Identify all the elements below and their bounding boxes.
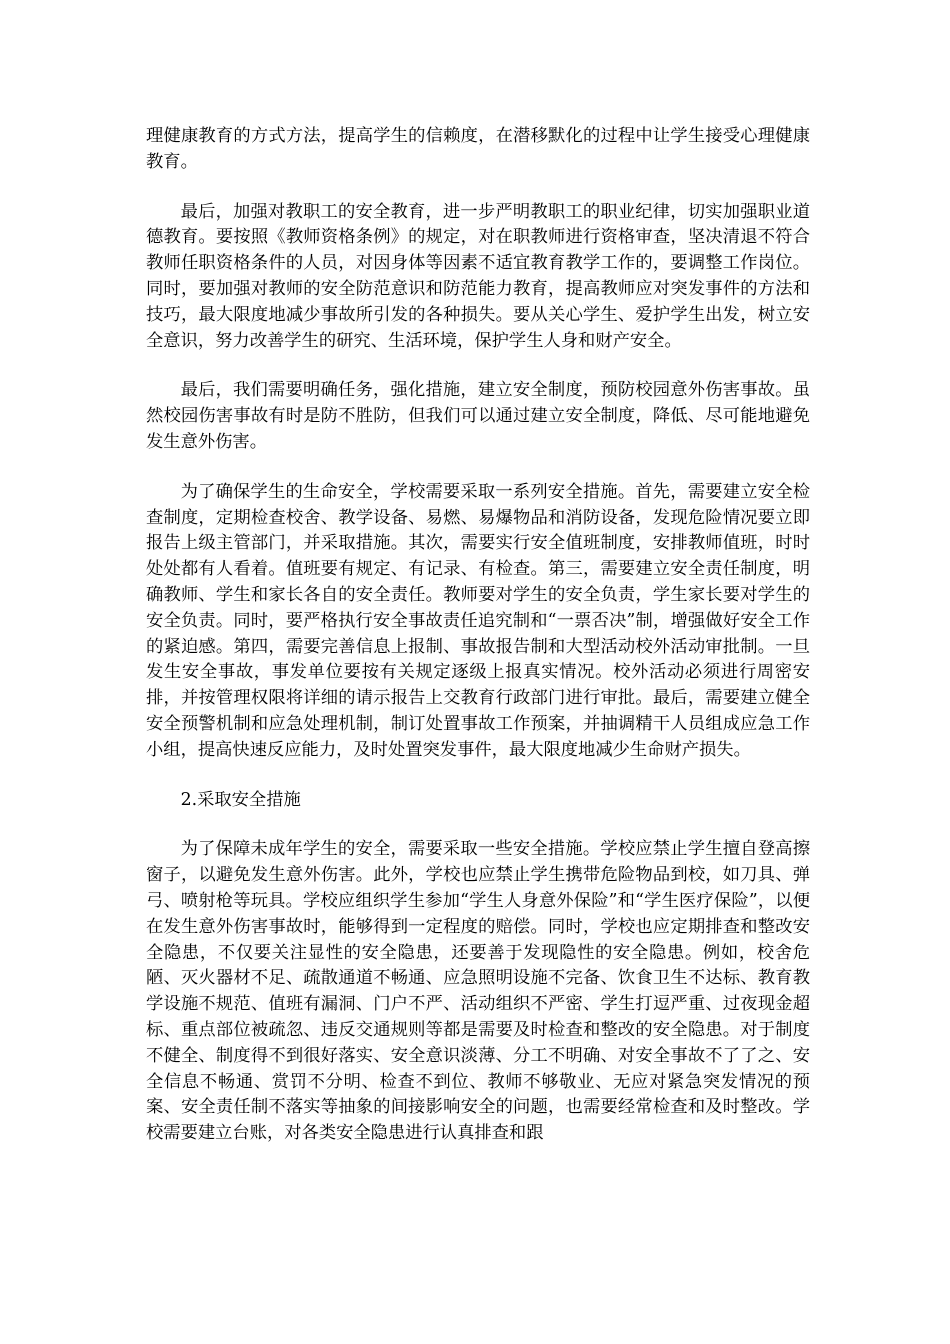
document-body xyxy=(146,124,810,1171)
section-heading: 2.采取安全措施 xyxy=(180,789,301,810)
paragraph-continuation: 理健康教育的方式方法，提高学生的信赖度，在潜移默化的过程中让学生接受心理健康教育。 xyxy=(146,126,810,172)
paragraph-safety-system: 最后，我们需要明确任务，强化措施，建立安全制度，预防校园意外伤害事故。虽然校园伤害事故有时是防不胜防，但我们可以通过建立安全制度，降低、尽可能地避免发生意外伤害。 xyxy=(146,380,810,452)
paragraph-safety-measures: 为了确保学生的生命安全，学校需要采取一系列安全措施。首先，需要建立安全检查制度，定期检查校舍、教学设备、易燃、易爆物品和消防设备，发现危险情况要立即报告上级主管部门，并采取措施。其次，需要实行安全值班制度，安排教师值班，时时处处都有人看着。值班要有规定、有记录、有检查。第三，需要建立安全责任制度，明确教师、学生和家长各自的安全责任。教师要对学生的安全负责，学生家长要对学生的安全负责。同时，要严格执行安全事故责任追究制和“一票否决”制，增强做好安全工作的紧迫感。第四，需要完善信息上报制、事故报告制和大型活动校外活动审批制。一旦发生安全事故，事发单位要按有关规定逐级上报真实情况。校外活动必须进行周密安排，并按管理权限将详细的请示报告上交教育行政部门进行审批。最后，需要建立健全安全预警机制和应急处理机制，制订处置事故工作预案，并抽调精干人员组成应急工作小组，提高快速反应能力，及时处置突发事件，最大限度地减少生命财产损失。 xyxy=(146,481,810,760)
paragraph-minor-safety: 为了保障未成年学生的安全，需要采取一些安全措施。学校应禁止学生擅自登高擦窗子，以避免发生意外伤害。此外，学校也应禁止学生携带危险物品到校，如刀具、弹弓、喷射枪等玩具。学校应组织学生参加“学生人身意外保险”和“学生医疗保险”，以便在发生意外伤害事故时，能够得到一定程度的赔偿。同时，学校也应定期排查和整改安全隐患，不仅要关注显性的安全隐患，还要善于发现隐性的安全隐患。例如，校舍危陋、灭火器材不足、疏散通道不畅通、应急照明设施不完备、饮食卫生不达标、教育教学设施不规范、值班有漏洞、门户不严、活动组织不严密、学生打逗严重、过夜现金超标、重点部位被疏忽、违反交通规则等都是需要及时检查和整改的安全隐患。对于制度不健全、制度得不到很好落实、安全意识淡薄、分工不明确、对安全事故不了了之、安全信息不畅通、赏罚不分明、检查不到位、教师不够敬业、无应对紧急突发情况的预案、安全责任制不落实等抽象的间接影响安全的问题，也需要经常检查和及时整改。学校需要建立台账，对各类安全隐患进行认真排查和跟 xyxy=(146,839,810,1144)
paragraph-staff-education: 最后，加强对教职工的安全教育，进一步严明教职工的职业纪律，切实加强职业道德教育。要按照《教师资格条例》的规定，对在职教师进行资格审查，坚决清退不符合教师任职资格条件的人员，对因身体等因素不适宜教育教学工作的，要调整工作岗位。同时，要加强对教师的安全防范意识和防范能力教育，提高教师应对突发事件的方法和技巧，最大限度地减少事故所引发的各种损失。要从关心学生、爱护学生出发，树立安全意识，努力改善学生的研究、生活环境，保护学生人身和财产安全。 xyxy=(146,201,810,351)
